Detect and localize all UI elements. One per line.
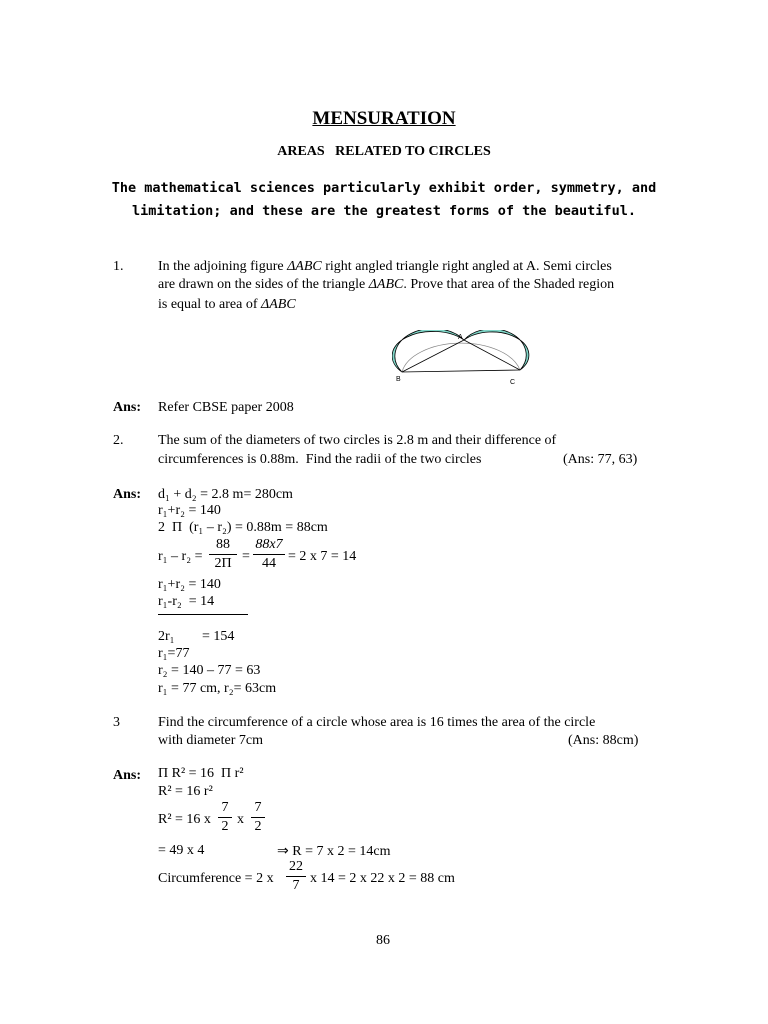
fraction-numerator: 22 [289, 859, 303, 874]
page-number: 86 [376, 933, 390, 948]
question-2-line-1: The sum of the diameters of two circles is 2.8 m and their difference of [158, 433, 557, 448]
answer-3-step-3-a: R² = 16 x [158, 812, 211, 827]
semicircles-figure [392, 330, 532, 390]
answer-1-text: Refer CBSE paper 2008 [158, 400, 294, 415]
fraction-denominator: 2 [221, 819, 229, 834]
label-b: B [396, 376, 401, 383]
shaded-lune-right [464, 330, 529, 370]
answer-2-step-4-rhs: = 2 x 7 = 14 [288, 549, 357, 564]
side-ac [464, 340, 520, 370]
label-c: C [510, 379, 516, 386]
semicircle-bc [402, 343, 520, 372]
answer-2-step-10: r₁ = 77 cm, r₂= 63cm [158, 681, 277, 696]
fraction-bar [251, 817, 265, 818]
triangle-abc: ΔABC [368, 277, 404, 292]
question-1-line-1-a: In the adjoining figure [158, 259, 288, 274]
answer-3-step-5-b: x 14 = 2 x 22 x 2 = 88 cm [310, 871, 455, 886]
answer-3-step-5-a: Circumference = 2 x [158, 871, 274, 886]
answer-2-step-5: r₁+r₂ = 140 [158, 577, 221, 592]
answer-2-step-2: r₁+r₂ = 140 [158, 503, 221, 518]
side-bc [402, 370, 520, 372]
fraction-bar [286, 876, 306, 877]
fraction-numerator: 88x7 [255, 537, 283, 552]
question-2-number: 2. [113, 433, 124, 448]
fraction-7-over-2 [218, 800, 232, 835]
question-1-line-1-b: right angled triangle right angled at A. Semi circles [321, 259, 612, 274]
question-3-answer-hint: (Ans: 88cm) [568, 733, 639, 748]
page-subtitle: AREAS RELATED TO CIRCLES [277, 144, 491, 159]
answer-2-step-1: d₁ + d₂ = 2.8 m= 280cm [158, 487, 293, 502]
answer-2-step-8: r₁=77 [158, 646, 190, 661]
fraction-denominator: 7 [292, 878, 300, 893]
fraction-bar [209, 554, 237, 555]
answer-1-label: Ans: [113, 400, 142, 415]
quote-line-1: The mathematical sciences particularly exhibit order, symmetry, and [111, 180, 657, 196]
question-1-line-2-a: are drawn on the sides of the triangle [158, 277, 369, 292]
label-a: A [458, 334, 463, 341]
question-1-line-3 [158, 297, 296, 313]
question-2-line-2: circumferences is 0.88m. Find the radii of the two circles [158, 452, 482, 467]
answer-2-step-9: r₂ = 140 – 77 = 63 [158, 663, 261, 678]
answer-2-step-3: 2 Π (r₁ – r₂) = 0.88m = 88cm [158, 520, 328, 535]
answer-3-step-4: = 49 x 4 [158, 843, 205, 858]
question-2-answer-hint: (Ans: 77, 63) [563, 452, 638, 467]
answer-3-step-3-x: x [237, 812, 244, 827]
question-1-line-3-a: is equal to area of [158, 297, 262, 312]
answer-2-step-4-eq: = [242, 549, 250, 564]
fraction-numerator: 7 [221, 800, 229, 815]
fraction-88-over-2pi [209, 537, 237, 572]
side-ab [402, 340, 464, 372]
answer-3-label: Ans: [113, 768, 142, 783]
quote-line-2: limitation; and these are the greatest forms of the beautiful. [132, 203, 636, 219]
question-1-line-2-b: . Prove that area of the Shaded region [403, 277, 615, 292]
answer-3-step-1: Π R² = 16 Π r² [158, 766, 244, 781]
fraction-22-over-7 [286, 859, 306, 894]
fraction-denominator: 44 [262, 556, 276, 571]
fraction-7-over-2 [251, 800, 265, 835]
fraction-denominator: 2Π [214, 556, 232, 571]
question-3-line-1: Find the circumference of a circle whose area is 16 times the area of the circle [158, 715, 596, 730]
answer-2-step-6: r₁-r₂ = 14 [158, 594, 215, 609]
fraction-numerator: 7 [254, 800, 262, 815]
fraction-bar [218, 817, 232, 818]
triangle-abc: ΔABC [287, 259, 322, 274]
question-1-number: 1. [113, 259, 124, 274]
answer-3-step-4-b: ⇒ R = 7 x 2 = 14cm [277, 844, 391, 859]
question-3-number: 3 [113, 715, 120, 730]
subtraction-rule [158, 614, 248, 615]
answer-2-step-7-a: 2r₁ [158, 629, 175, 644]
shaded-lune-left [392, 330, 464, 372]
page-title: MENSURATION [312, 108, 456, 129]
question-1-line-2 [158, 277, 614, 293]
triangle-abc: ΔABC [261, 297, 296, 312]
answer-2-label: Ans: [113, 487, 142, 502]
question-3-line-2: with diameter 7cm [158, 733, 263, 748]
fraction-numerator: 88 [216, 537, 230, 552]
answer-3-step-2: R² = 16 r² [158, 784, 213, 799]
answer-2-step-7-b: = 154 [202, 629, 235, 644]
fraction-88x7-over-44 [253, 537, 285, 572]
fraction-bar [253, 554, 285, 555]
question-1-line-1 [158, 259, 612, 275]
answer-2-step-4-lhs: r₁ – r₂ = [158, 549, 203, 564]
fraction-denominator: 2 [254, 819, 262, 834]
